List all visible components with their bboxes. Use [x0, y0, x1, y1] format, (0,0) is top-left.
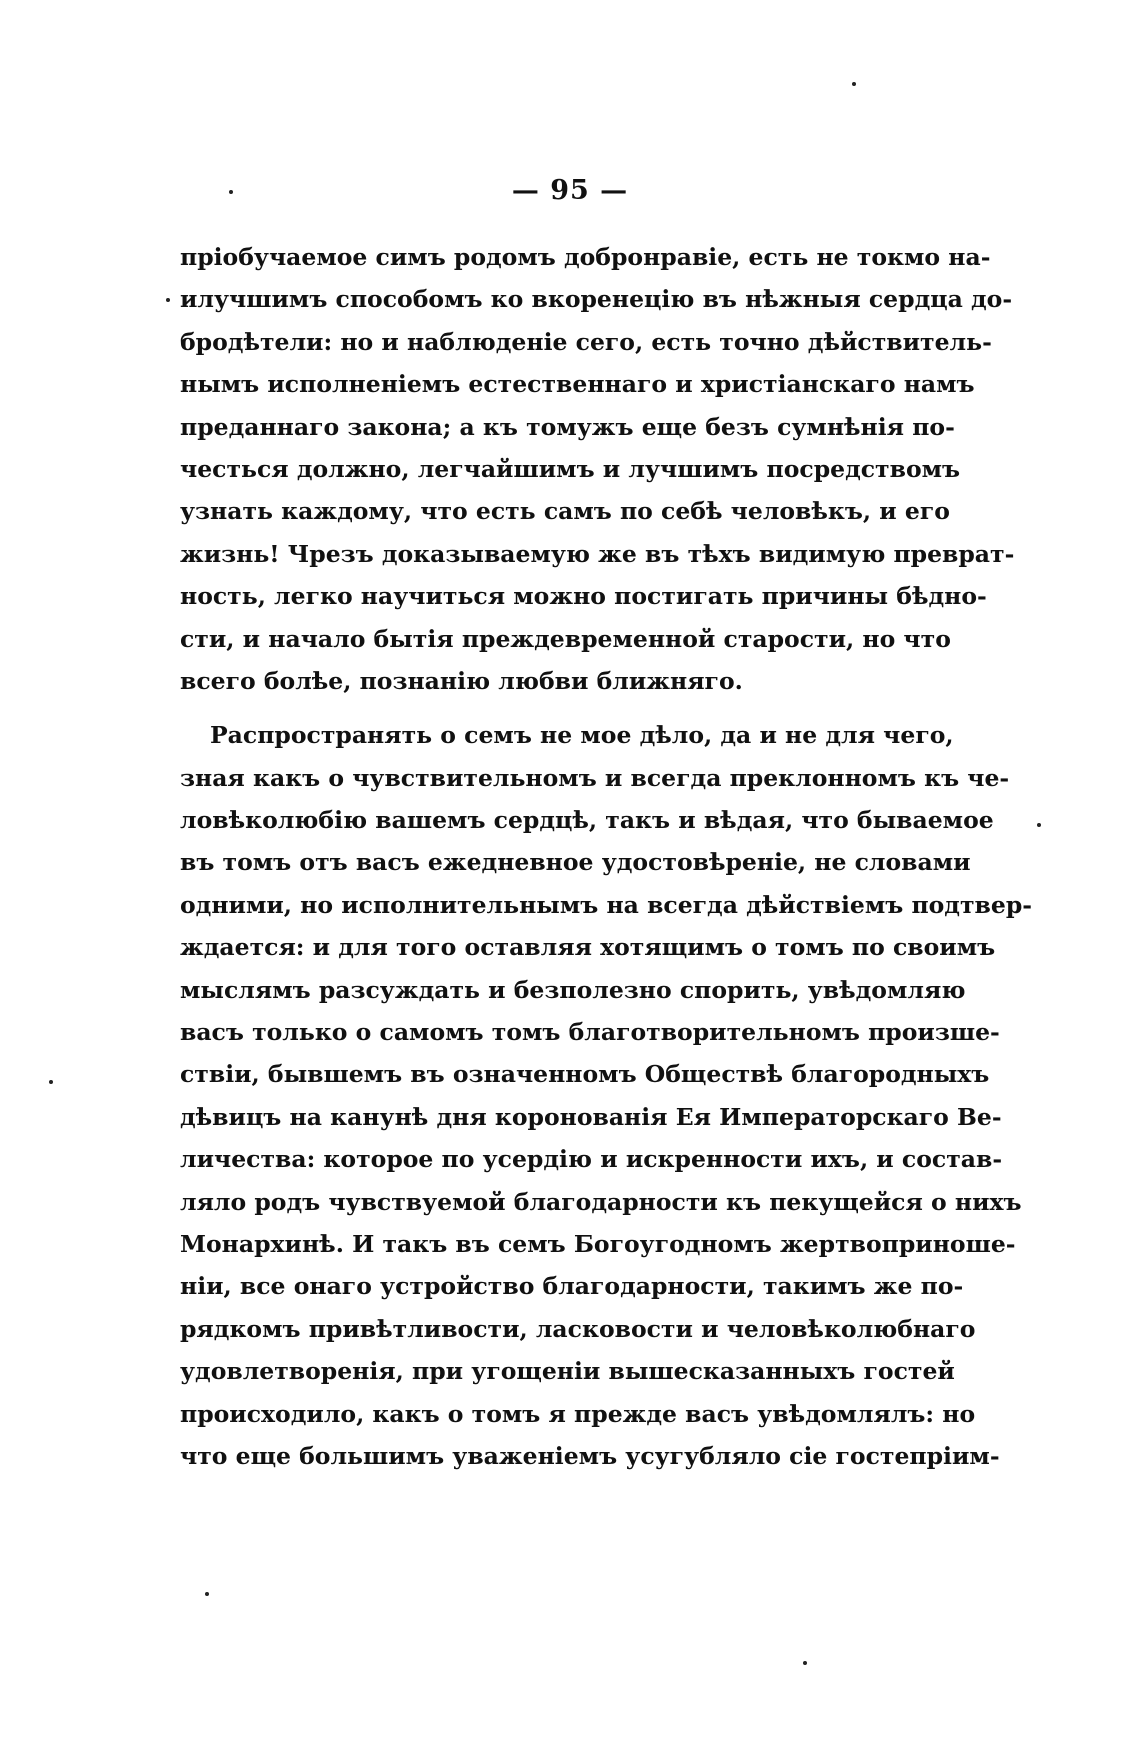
- text-line: происходило, какъ о томъ я прежде васъ увѣдомлялъ: но: [180, 1399, 976, 1428]
- text-line: васъ только о самомъ томъ благотворительномъ произше-: [180, 1018, 1000, 1047]
- text-line: всего болѣе, познанію любви ближняго.: [180, 666, 743, 695]
- text-line: ніи, все онаго устройство благодарности, такимъ же по-: [180, 1272, 964, 1301]
- text-line: что еще большимъ уваженіемъ усугубляло сіе гостепріим-: [180, 1441, 1000, 1470]
- text-line: Распространять о семъ не мое дѣло, да и не для чего,: [210, 721, 954, 750]
- text-line: въ томъ отъ васъ ежедневное удостовѣреніе, не словами: [180, 848, 971, 877]
- text-line: жизнь! Чрезъ доказываемую же въ тѣхъ видимую преврат-: [180, 539, 1015, 568]
- scan-speck: [205, 1592, 209, 1596]
- text-line: ность, легко научиться можно постигать причины бѣдно-: [180, 582, 987, 611]
- text-line: одними, но исполнительнымъ на всегда дѣйствіемъ подтвер-: [180, 890, 1033, 919]
- text-line: нымъ исполненіемъ естественнаго и христіанскаго намъ: [180, 370, 975, 399]
- page-number: — 95 —: [511, 175, 629, 206]
- text-line: бродѣтели: но и наблюденіе сего, есть точно дѣйствитель-: [180, 327, 992, 356]
- text-line: зная какъ о чувствительномъ и всегда преклонномъ къ че-: [180, 763, 1010, 792]
- text-line: ловѣколюбію вашемъ сердцѣ, такъ и вѣдая, что бываемое: [180, 806, 994, 835]
- scan-speck: [803, 1661, 807, 1665]
- text-line: ждается: и для того оставляя хотящимъ о томъ по своимъ: [180, 933, 996, 962]
- text-line: преданнаго закона; а къ томужъ еще безъ сумнѣнія по-: [180, 412, 955, 441]
- scan-speck: [166, 298, 170, 302]
- text-line: ствіи, бывшемъ въ означенномъ Обществѣ благородныхъ: [180, 1060, 990, 1089]
- text-line: мыслямъ разсуждать и безполезно спорить, увѣдомляю: [180, 975, 966, 1004]
- text-line: рядкомъ привѣтливости, ласковости и человѣколюбнаго: [180, 1314, 976, 1343]
- text-line: удовлетворенія, при угощеніи вышесказанныхъ гостей: [180, 1357, 955, 1386]
- text-line: узнать каждому, что есть самъ по себѣ человѣкъ, и его: [180, 497, 950, 526]
- text-line: честься должно, легчайшимъ и лучшимъ посредствомъ: [180, 454, 961, 483]
- scan-speck: [1037, 823, 1041, 827]
- body-text: [180, 236, 1033, 1477]
- text-line: илучшимъ способомъ ко вкоренецію въ нѣжныя сердца до-: [180, 285, 1013, 314]
- text-line: ляло родъ чувствуемой благодарности къ пекущейся о нихъ: [180, 1187, 1022, 1216]
- text-line: Монархинѣ. И такъ въ семъ Богоугодномъ жертвоприноше-: [180, 1229, 1016, 1258]
- text-line: пріобучаемое симъ родомъ добронравіе, есть не токмо на-: [180, 243, 991, 271]
- scan-speck: [49, 1080, 53, 1084]
- text-line: сти, и начало бытія преждевременной старости, но что: [180, 624, 951, 653]
- text-line: личества: которое по усердію и искренности ихъ, и состав-: [180, 1145, 1003, 1174]
- paragraph-gap: [180, 702, 912, 714]
- text-line: дѣвицъ на канунѣ дня коронованія Ея Императорскаго Ве-: [180, 1102, 1002, 1131]
- scan-speck: [852, 82, 856, 86]
- scan-speck: [229, 190, 233, 194]
